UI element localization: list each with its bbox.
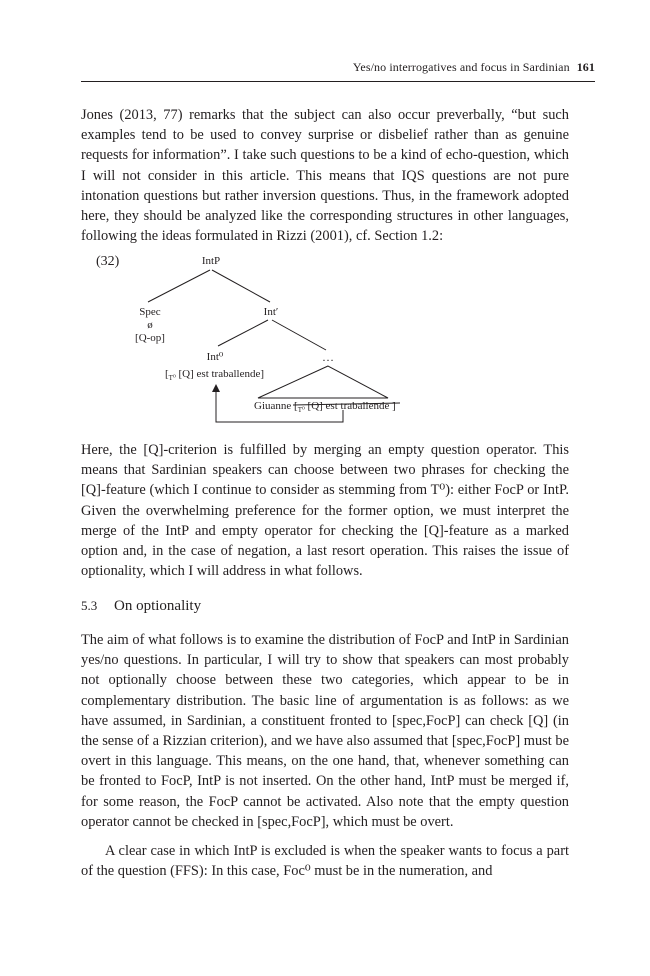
arrowhead bbox=[212, 384, 220, 392]
branch-intp-spec bbox=[148, 270, 210, 302]
triangle-constituent bbox=[258, 366, 388, 398]
paragraph-3: The aim of what follows is to examine the distribution of FocP and IntP in Sardinian yes/no questions. In particular, I will try to show that speakers can most probably not optionally choose between these two categories, which appear to be in complementary distribution. The basic line of argumentation is as follows: as we have assumed, in Sardinian, a constituent fronted to [spec,FocP] can check [Q] (in the sense of a Rizzian criterion), and we have also assumed that [spec,FocP] must be overt in this language. This means, on the one hand, that, whenever something can be fronted to FocP, IntP is not inserted. On the other hand, IntP must be merged if, for some reason, the FocP cannot be activated. Also note that the empty question operator cannot be checked in [spec,FocP], which must be overt. bbox=[81, 632, 569, 830]
paragraph-2: Here, the [Q]-criterion is fulfilled by merging an empty question operator. This means that Sardinian speakers can choose between two phrases for checking the [Q]-feature (which I continue to consider as stemming from T⁰): either FocP or IntP. Given the overwhelming preference for the former option, we must interpret the merge of the IntP and empty operator for checking the [Q]-feature as a marked option and, in the case of negation, a last resort operation. This raises the issue of optionality, which I will address in what follows. bbox=[81, 442, 569, 580]
paragraph-4: A clear case in which IntP is excluded is when the speaker wants to focus a part of the question (FFS): In this case, Foc⁰ must be in the numeration, and bbox=[81, 843, 569, 880]
page-number: 161 bbox=[576, 60, 595, 74]
node-spec: Spec bbox=[139, 306, 161, 318]
node-int-head: Int⁰ bbox=[206, 351, 224, 363]
section-number: 5.3 bbox=[81, 598, 98, 613]
running-title: Yes/no interrogatives and focus in Sardinian bbox=[352, 60, 570, 74]
section-title: On optionality bbox=[114, 598, 202, 614]
node-head-content: [$_{T^0}$ [Q] est traballende] bbox=[165, 368, 265, 382]
section-heading bbox=[81, 598, 201, 615]
example-number: (32) bbox=[96, 254, 120, 269]
branch-intbar-ellipsis bbox=[272, 320, 326, 350]
syntax-tree bbox=[0, 0, 650, 440]
node-spec-empty: ø bbox=[147, 319, 153, 331]
node-lower-content: Giuanne [$_{T^0}$ [Q] est traballende ] bbox=[254, 400, 396, 414]
node-ellipsis: … bbox=[322, 350, 334, 364]
node-spec-feature: [Q-op] bbox=[135, 332, 165, 344]
node-int-bar: Int′ bbox=[263, 306, 279, 318]
branch-intp-intbar bbox=[212, 270, 270, 302]
paragraph-1: Jones (2013, 77) remarks that the subject can also occur preverbally, “but such examples tend to be used to convey surprise or disbelief rather than as genuine requests for information”. I take such questions to be a kind of echo-question, which I will not consider in this article. This means that IQS questions are not pure intonation questions but rather inversion questions. Thus, in the framework adopted here, they should be analyzed like the corresponding structures in other languages, following the ideas formulated in Rizzi (2001), cf. Section 1.2: bbox=[81, 107, 569, 245]
node-intp: IntP bbox=[201, 255, 221, 267]
branch-intbar-int0 bbox=[218, 320, 268, 346]
